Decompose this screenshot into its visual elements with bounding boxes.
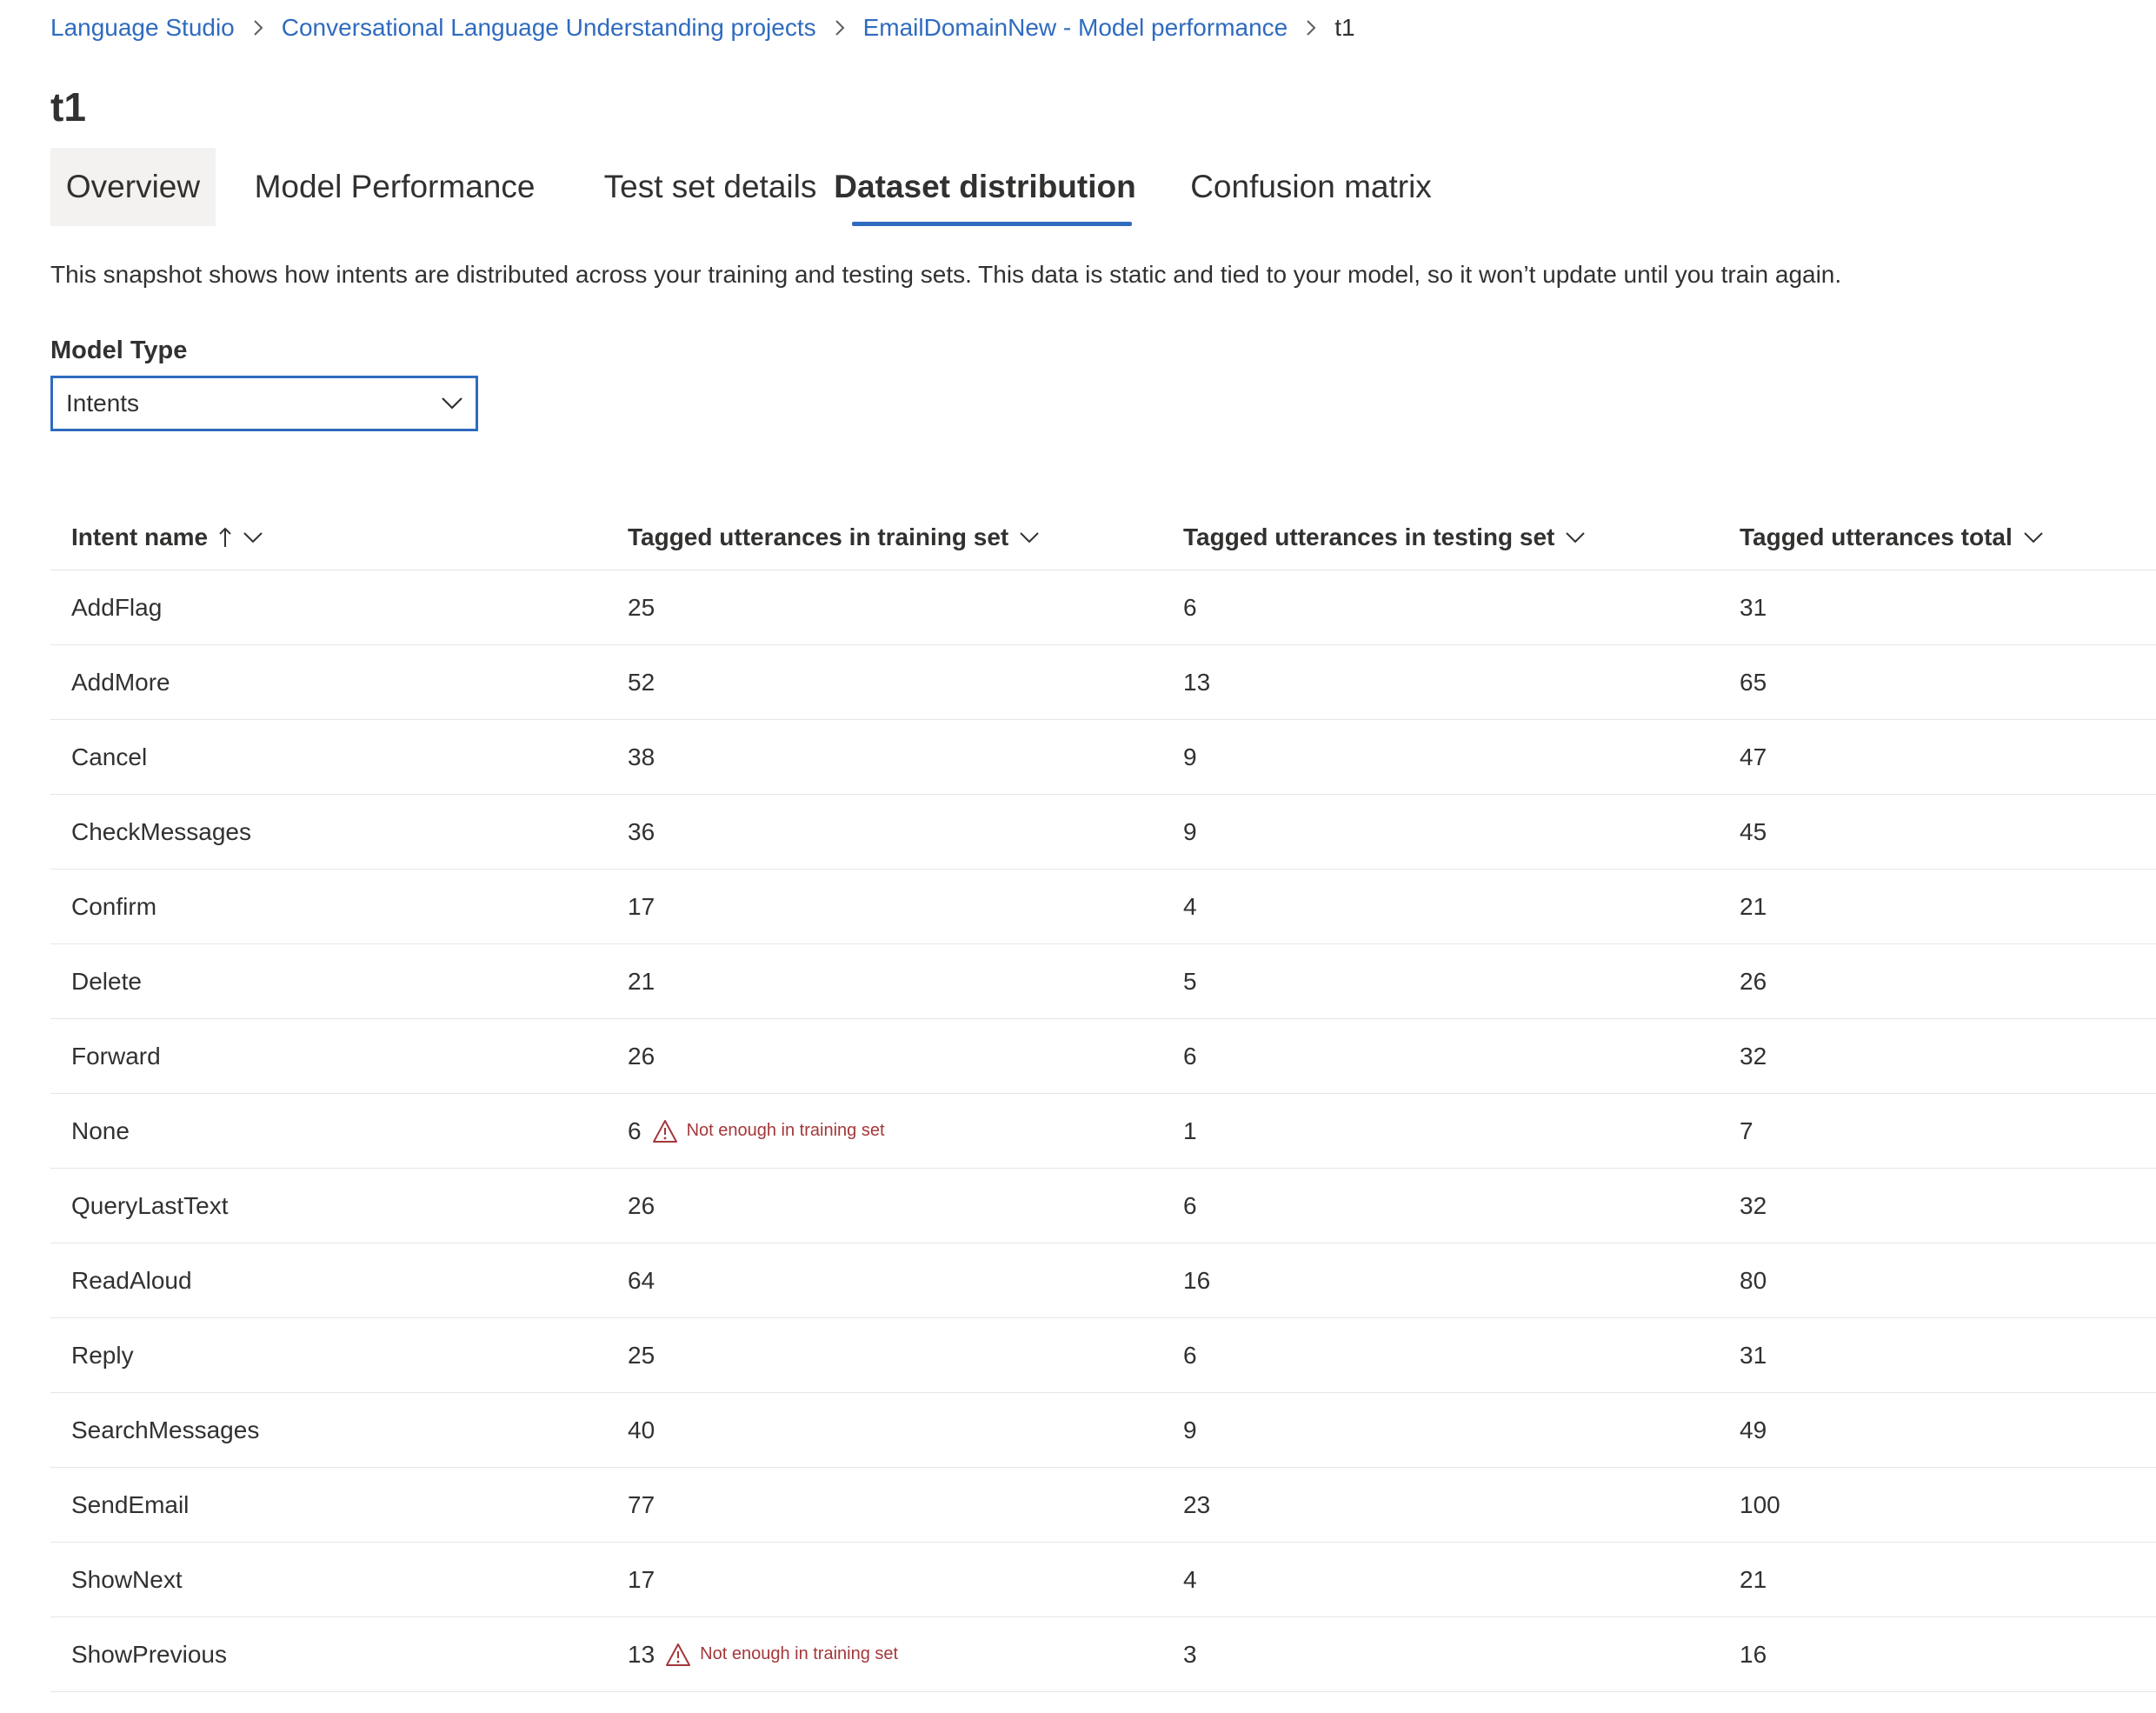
cell-intent-name: Confirm [71,892,157,920]
training-count: 36 [628,817,655,845]
training-count: 25 [628,593,655,621]
cell-intent-name: Reply [71,1341,134,1369]
description-text: This snapshot shows how intents are distributed across your training and testing sets. This data is static and tied to your model, so it won’t update until you train again. [50,261,1842,288]
cell-training [628,1094,885,1168]
table-row[interactable] [50,645,2156,720]
chevron-down-icon [441,395,463,415]
cell-intent-name: CheckMessages [71,817,251,845]
training-count: 17 [628,1565,655,1593]
cell-training [628,1617,898,1691]
cell-training [628,1468,655,1542]
cell-testing: 9 [1183,1416,1197,1443]
training-count: 26 [628,1042,655,1070]
table-row[interactable] [50,1468,2156,1543]
table-row[interactable] [50,795,2156,870]
cell-total: 80 [1740,1266,1767,1294]
column-header-total[interactable] [1740,504,2044,570]
active-tab-indicator [852,222,1132,226]
training-count: 26 [628,1191,655,1219]
table-row[interactable] [50,1019,2156,1094]
table-row[interactable] [50,1393,2156,1468]
training-count: 38 [628,743,655,770]
cell-training [628,1243,655,1317]
cell-training [628,1393,655,1467]
warning-indicator [652,1119,885,1143]
cell-total: 47 [1740,743,1767,770]
breadcrumb-model-performance[interactable]: EmailDomainNew - Model performance [862,14,1288,41]
cell-training [628,1318,655,1392]
cell-testing: 23 [1183,1490,1211,1518]
training-count: 64 [628,1266,655,1294]
model-type-dropdown[interactable] [50,376,478,431]
cell-total: 31 [1740,1341,1767,1369]
cell-total: 31 [1740,593,1767,621]
tab-model-performance[interactable]: Model Performance [254,169,536,204]
cell-training [628,645,655,719]
cell-testing: 6 [1183,1341,1197,1369]
column-header-testing[interactable] [1183,504,1586,570]
cell-testing: 6 [1183,593,1197,621]
breadcrumb-language-studio[interactable]: Language Studio [50,14,235,41]
cell-testing: 6 [1183,1042,1197,1070]
table-row[interactable] [50,1617,2156,1692]
sort-ascending-icon [218,526,232,549]
column-header-label: Tagged utterances in testing set [1183,523,1555,550]
tab-dataset-distribution[interactable] [834,148,1136,226]
table-row[interactable] [50,944,2156,1019]
cell-intent-name: QueryLastText [71,1191,229,1219]
cell-total: 45 [1740,817,1767,845]
table-header [50,504,2156,570]
table-row[interactable] [50,720,2156,795]
cell-training [628,720,655,794]
column-header-label: Tagged utterances in training set [628,523,1009,550]
cell-testing: 9 [1183,743,1197,770]
breadcrumb [50,12,1355,43]
tab-overview[interactable]: Overview [50,148,216,226]
warning-indicator [665,1643,898,1667]
training-count: 17 [628,892,655,920]
cell-testing: 5 [1183,967,1197,995]
chevron-down-icon [1565,530,1586,544]
cell-intent-name: None [71,1116,130,1144]
table-row[interactable] [50,1543,2156,1617]
tab-dataset-distribution-label: Dataset distribution [834,169,1136,204]
chevron-down-icon [243,530,263,544]
model-type-label: Model Type [50,337,188,364]
cell-intent-name: AddMore [71,668,170,696]
training-count: 40 [628,1416,655,1443]
cell-total: 21 [1740,1565,1767,1593]
cell-training [628,1169,655,1243]
cell-testing: 4 [1183,1565,1197,1593]
dataset-distribution-table [50,504,2156,1692]
table-row[interactable] [50,570,2156,645]
cell-total: 26 [1740,967,1767,995]
cell-testing: 6 [1183,1191,1197,1219]
column-header-label: Tagged utterances total [1740,523,2013,550]
cell-intent-name: SearchMessages [71,1416,260,1443]
model-type-value: Intents [66,390,140,417]
training-count: 77 [628,1490,655,1518]
chevron-down-icon [1019,530,1040,544]
cell-training [628,1019,655,1093]
cell-total: 7 [1740,1116,1753,1144]
warning-icon [665,1643,691,1667]
cell-training [628,795,655,869]
tab-test-set-details[interactable]: Test set details [603,169,817,204]
chevron-down-icon [2023,530,2044,544]
cell-training [628,1543,655,1616]
cell-intent-name: Delete [71,967,142,995]
cell-intent-name: SendEmail [71,1490,190,1518]
column-header-intent-name[interactable] [71,504,263,570]
cell-total: 100 [1740,1490,1780,1518]
table-row[interactable] [50,1169,2156,1243]
warning-text: Not enough in training set [700,1644,899,1663]
cell-total: 21 [1740,892,1767,920]
cell-total: 49 [1740,1416,1767,1443]
table-row[interactable] [50,870,2156,944]
training-count: 52 [628,668,655,696]
cell-testing: 9 [1183,817,1197,845]
page-title: t1 [50,84,86,130]
warning-text: Not enough in training set [686,1121,885,1140]
cell-testing: 16 [1183,1266,1211,1294]
cell-total: 65 [1740,668,1767,696]
training-count: 6 [628,1116,642,1144]
cell-intent-name: ShowPrevious [71,1640,227,1668]
training-count: 13 [628,1640,655,1668]
cell-testing: 1 [1183,1116,1197,1144]
table-body [50,570,2156,1692]
cell-total: 32 [1740,1042,1767,1070]
table-row[interactable] [50,1318,2156,1393]
training-count: 25 [628,1341,655,1369]
table-row[interactable] [50,1094,2156,1169]
cell-training [628,870,655,943]
warning-icon [652,1119,678,1143]
chevron-right-icon [816,12,863,43]
tab-confusion-matrix[interactable]: Confusion matrix [1190,169,1432,204]
cell-testing: 13 [1183,668,1211,696]
cell-intent-name: ReadAloud [71,1266,192,1294]
cell-intent-name: ShowNext [71,1565,183,1593]
cell-testing: 4 [1183,892,1197,920]
column-header-training[interactable] [628,504,1040,570]
chevron-right-icon [1288,12,1334,43]
cell-intent-name: AddFlag [71,593,163,621]
cell-total: 32 [1740,1191,1767,1219]
chevron-right-icon [235,12,282,43]
cell-testing: 3 [1183,1640,1197,1668]
training-count: 21 [628,967,655,995]
table-row[interactable] [50,1243,2156,1318]
cell-training [628,570,655,644]
breadcrumb-clu-projects[interactable]: Conversational Language Understanding projects [281,14,816,41]
breadcrumb-current: t1 [1334,14,1355,41]
cell-intent-name: Cancel [71,743,148,770]
column-header-label: Intent name [71,523,209,550]
cell-intent-name: Forward [71,1042,161,1070]
cell-training [628,944,655,1018]
cell-total: 16 [1740,1640,1767,1668]
